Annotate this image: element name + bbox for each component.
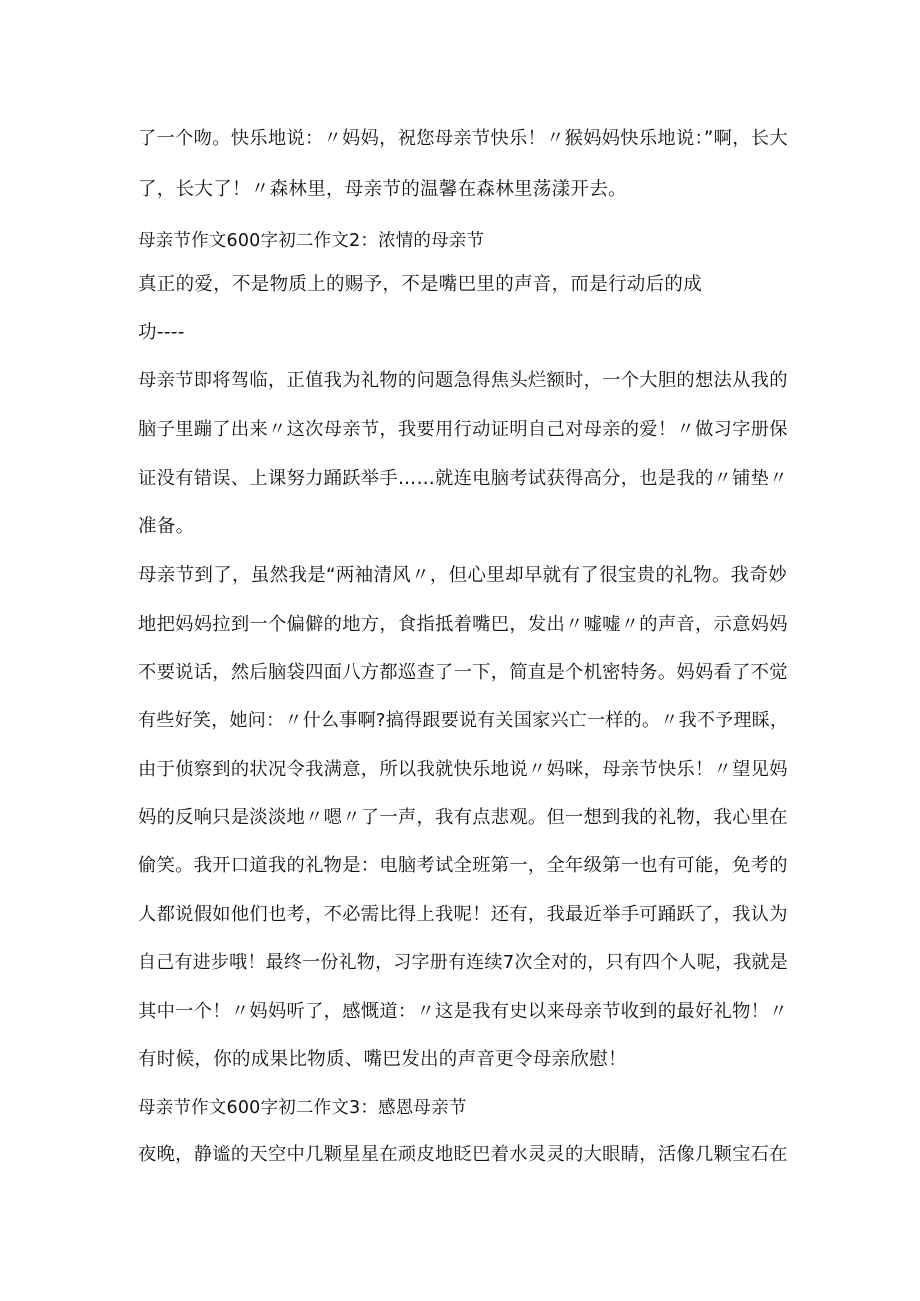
text-line: 脑子里蹦了出来〃这次母亲节，我要用行动证明自己对母亲的爱！〃做习字册保 xyxy=(138,419,788,440)
text-line: 有些好笑，她问：〃什么事啊?搞得跟要说有关国家兴亡一样的。〃我不予理睬， xyxy=(138,710,789,731)
text-line: 其中一个！〃妈妈听了，感慨道：〃这是我有史以来母亲节收到的最好礼物！〃 xyxy=(138,1001,788,1022)
text-line: 偷笑。我开口道我的礼物是：电脑考试全班第一，全年级第一也有可能，免考的 xyxy=(138,855,788,876)
text-line: 证没有错误、上课努力踊跃举手……就连电脑考试获得高分，也是我的〃铺垫〃 xyxy=(138,468,788,489)
text-line: 地把妈妈拉到一个偏僻的地方，食指抵着嘴巴，发出〃嘘嘘〃的声音，示意妈妈 xyxy=(138,614,788,635)
text-line: 妈的反响只是淡淡地〃嗯〃了一声，我有点悲观。但一想到我的礼物，我心里在 xyxy=(138,807,788,828)
text-line: 母亲节即将驾临，正值我为礼物的问题急得焦头烂额时，一个大胆的想法从我的 xyxy=(138,370,788,391)
section-heading: 母亲节作文600字初二作文3：感恩母亲节 xyxy=(138,1098,467,1118)
text-line: 了，长大了！〃森林里，母亲节的温馨在森林里荡漾开去。 xyxy=(138,179,627,200)
text-line: 人都说假如他们也考，不必需比得上我呢！还有，我最近举手可踊跃了，我认为 xyxy=(138,904,788,925)
text-line: 准备。 xyxy=(138,516,195,537)
text-line: 由于侦察到的状况令我满意，所以我就快乐地说〃妈咪，母亲节快乐！〃望见妈 xyxy=(138,759,788,780)
text-line: 了一个吻。快乐地说：〃妈妈，祝您母亲节快乐！〃猴妈妈快乐地说：”啊，长大 xyxy=(138,128,788,149)
text-line: 自己有进步哦！最终一份礼物，习字册有连续7次全对的，只有四个人呢，我就是 xyxy=(138,952,789,973)
section-heading: 母亲节作文600字初二作文2：浓情的母亲节 xyxy=(138,231,485,251)
text-line: 有时候，你的成果比物质、嘴巴发出的声音更令母亲欣慰！ xyxy=(138,1049,627,1070)
text-line: 真正的爱，不是物质上的赐予，不是嘴巴里的声音，而是行动后的成 xyxy=(138,274,703,295)
text-line: 夜晚，静谧的天空中几颗星星在顽皮地眨巴着水灵灵的大眼睛，活像几颗宝石在 xyxy=(138,1144,788,1165)
text-line: 不要说话，然后脑袋四面八方都巡查了一下，简直是个机密特务。妈妈看了不觉 xyxy=(138,662,788,683)
text-line: 母亲节到了，虽然我是“两袖清风〃，但心里却早就有了很宝贵的礼物。我奇妙 xyxy=(138,565,788,586)
text-line: 功---- xyxy=(138,322,185,343)
